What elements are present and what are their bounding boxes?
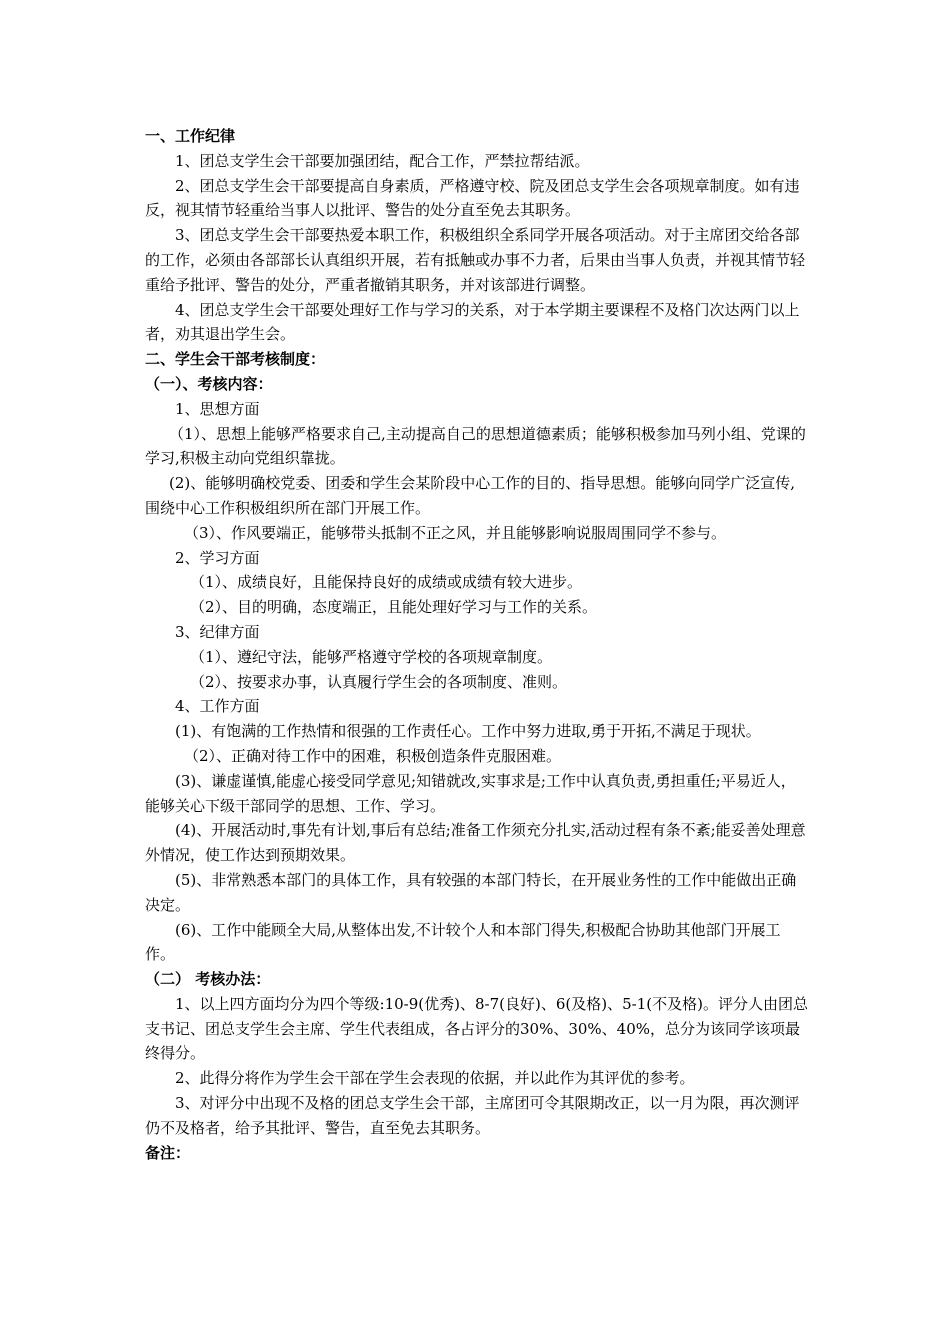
document-body — [145, 124, 810, 1165]
paragraph: 1、团总支学生会干部要加强团结，配合工作，严禁拉帮结派。 — [175, 151, 590, 170]
item-heading: 2、学习方面 — [175, 548, 260, 567]
paragraph: 4、团总支学生会干部要处理好工作与学习的关系，对于本学期主要课程不及格门次达两门以上者，劝其退出学生会。 — [145, 300, 800, 344]
note-heading: 备注： — [145, 1143, 191, 1162]
paragraph: 1、以上四方面均分为四个等级:10-9(优秀)、8-7(良好)、6(及格)、5-1(不及格)。评分人由团总支书记、团总支学生会主席、学生代表组成，各占评分的30%、30%、40%，总分为该同学该项最终得分。 — [145, 994, 808, 1063]
list-item: （2）、正确对待工作中的困难，积极创造条件克服困难。 — [184, 746, 562, 765]
list-item: (5)、非常熟悉本部门的具体工作，具有较强的本部门特长，在开展业务性的工作中能做出正确决定。 — [145, 870, 797, 914]
list-item: （1）、遵纪守法，能够严格遵守学校的各项规章制度。 — [190, 647, 553, 666]
paragraph: 2、此得分将作为学生会干部在学生会表现的依据，并以此作为其评优的参考。 — [175, 1069, 695, 1088]
section-2-heading: 二、学生会干部考核制度： — [145, 350, 326, 369]
list-item: （1）、成绩良好，且能保持良好的成绩或成绩有较大进步。 — [190, 573, 583, 592]
item-heading: 4、工作方面 — [175, 697, 260, 716]
list-item: (6)、工作中能顾全大局,从整体出发,不计较个人和本部门得失,积极配合协助其他部门开展工作。 — [145, 920, 781, 964]
item-heading: 3、纪律方面 — [175, 622, 260, 641]
item-heading: 1、思想方面 — [175, 399, 260, 418]
list-item: （1）、思想上能够严格要求自己,主动提高自己的思想道德素质；能够积极参加马列小组、党课的学习,积极主动向党组织靠拢。 — [145, 424, 806, 468]
paragraph: 3、团总支学生会干部要热爱本职工作，积极组织全系同学开展各项活动。对于主席团交给各部的工作，必须由各部部长认真组织开展，若有抵触或办事不力者，后果由当事人负责，并视其情节轻重给予批评、警告的处分，严重者撤销其职务，并对该部进行调整。 — [145, 226, 806, 294]
list-item: （2）、按要求办事，认真履行学生会的各项制度、准则。 — [190, 672, 568, 691]
paragraph: 3、对评分中出现不及格的团总支学生会干部，主席团可令其限期改正，以一月为限，再次测评仍不及格者，给予其批评、警告，直至免去其职务。 — [145, 1094, 800, 1137]
section-1-heading: 一、工作纪律 — [145, 127, 236, 145]
list-item: (1)、有饱满的工作热情和很强的工作责任心。工作中努力进取,勇于开拓,不满足于现状。 — [175, 722, 761, 741]
subsection-a-heading: （一）、考核内容： — [145, 374, 273, 393]
subsection-b-heading: （二） 考核办法： — [145, 970, 271, 989]
list-item: (4)、开展活动时,事先有计划,事后有总结;准备工作须充分扎实,活动过程有条不紊;能妥善处理意外情况，使工作达到预期效果。 — [145, 821, 806, 865]
list-item: （2）、目的明确，态度端正，且能处理好学习与工作的关系。 — [190, 598, 598, 617]
list-item: (3)、谦虚谨慎,能虚心接受同学意见;知错就改,实事求是;工作中认真负责,勇担重任;平易近人，能够关心下级干部同学的思想、工作、学习。 — [145, 771, 796, 815]
list-item: (2)、能够明确校党委、团委和学生会某阶段中心工作的目的、指导思想。能够向同学广泛宣传,围绕中心工作积极组织所在部门开展工作。 — [145, 474, 796, 517]
paragraph: 2、团总支学生会干部要提高自身素质，严格遵守校、院及团总支学生会各项规章制度。如有违反，视其情节轻重给当事人以批评、警告的处分直至免去其职务。 — [145, 176, 800, 220]
list-item: （3）、作风要端正，能够带头抵制不正之风，并且能够影响说服周围同学不参与。 — [184, 523, 727, 542]
